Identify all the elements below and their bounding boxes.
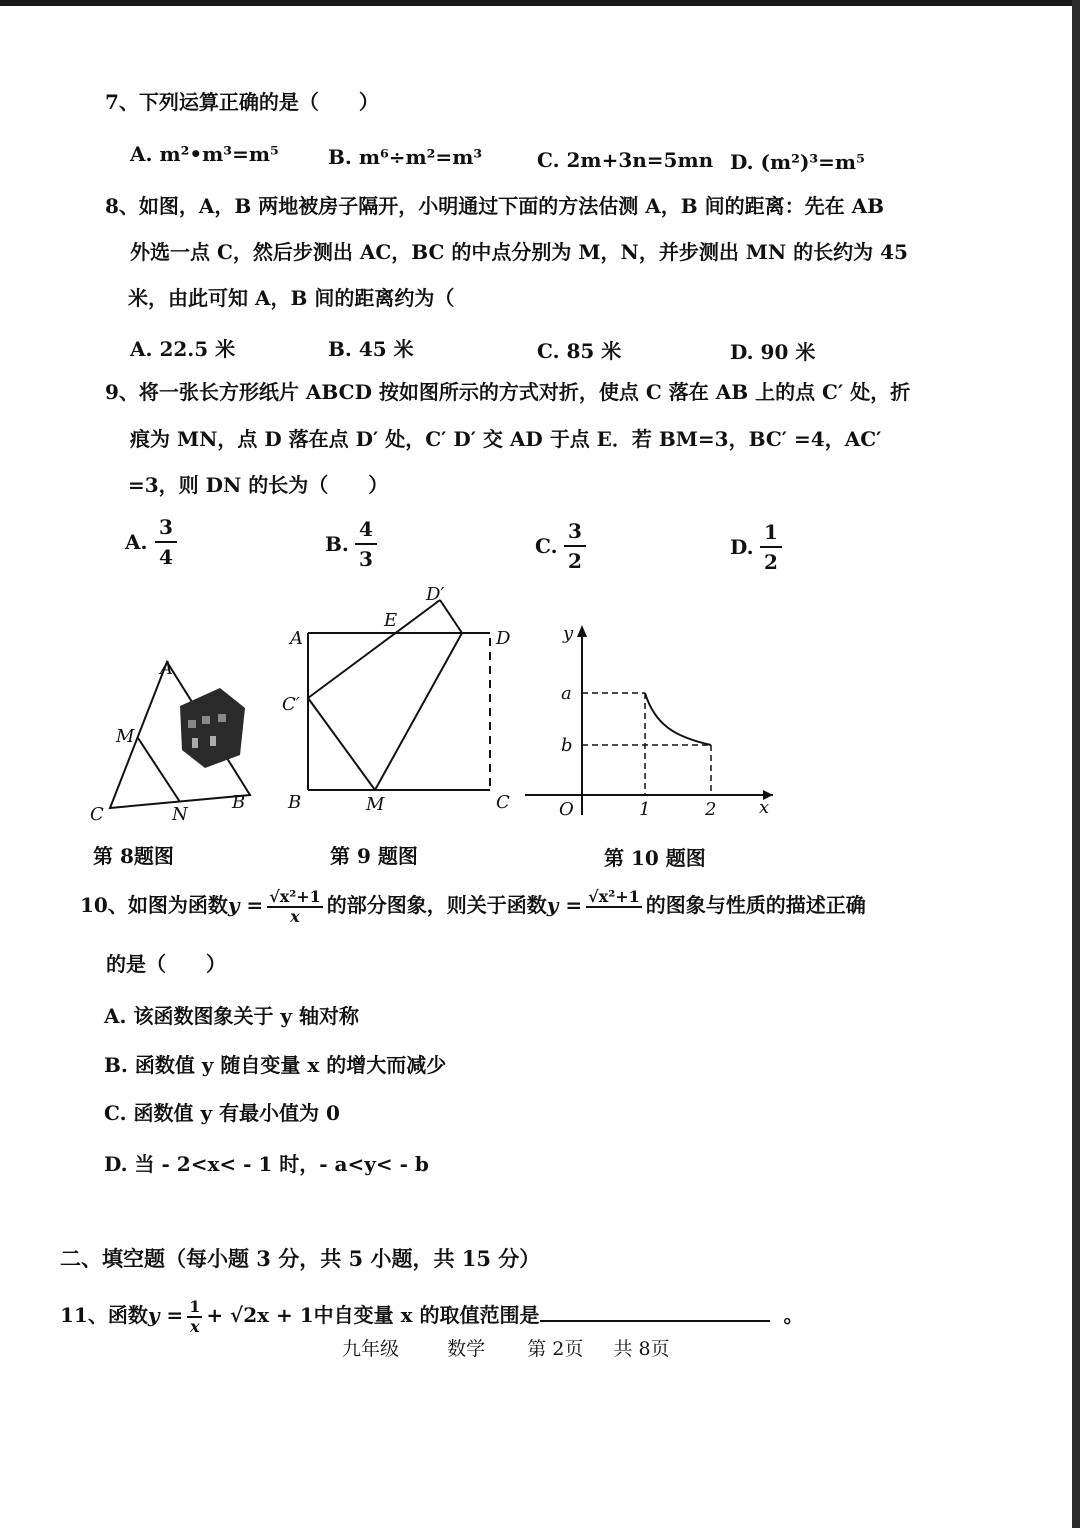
fig10-label-origin: O [559,799,574,820]
q8-option-a: A. 22.5 米 [130,337,236,361]
q10-prefix: 10、如图为函数 [80,893,228,918]
scan-border-top [0,0,1080,6]
q11-frac-num: 1 [189,1297,201,1316]
q11-stem [60,1298,804,1335]
fig10-label-1: 1 [639,799,651,820]
q10-y-eq: y = [227,893,264,918]
q9-option-d-den: 2 [764,550,778,574]
section-2-heading: 二、填空题（每小题 3 分，共 5 小题，共 15 分） [60,1246,541,1271]
fig10-label-x: x [759,797,770,818]
fig9-label-e: E [384,610,398,631]
q8-option-c: C. 85 米 [537,339,622,363]
q10-fraction [267,888,323,925]
q9-option-c-label: C. [535,534,558,558]
fig9-label-m: M [366,794,385,815]
figure-8-triangle [80,650,280,830]
q10-stem [80,888,866,925]
q11-answer-blank[interactable] [540,1302,770,1322]
scan-border-right [1072,0,1080,1528]
fig8-label-c: C [90,804,104,825]
fig8-label-b: B [232,792,246,813]
q7-option-d: D. (m²)³=m⁵ [730,150,865,174]
q9-option-a-fraction [155,515,177,569]
fig9-label-a: A [290,628,303,649]
q7-option-c: C. 2m+3n=5mn [537,148,714,172]
q11-fraction [187,1298,202,1335]
q11-frac-den: x [189,1316,200,1336]
q9-option-d-label: D. [730,535,754,559]
footer-subject: 数学 [447,1338,486,1360]
fig10-label-b: b [561,735,573,756]
q10-line2: 的是（ ） [106,952,226,976]
q10-option-c: C. 函数值 y 有最小值为 0 [104,1101,340,1125]
q8-line1: 8、如图，A，B 两地被房子隔开，小明通过下面的方法估测 A，B 间的距离：先在 AB [105,194,885,218]
q10-fraction-2 [586,888,642,925]
q8-option-d: D. 90 米 [730,340,816,364]
q9-option-b-label: B. [325,532,349,556]
footer-grade: 九年级 [342,1338,400,1360]
q11-y-eq: y = [147,1303,184,1328]
q9-line3: =3，则 DN 的长为（ ） [128,473,389,497]
q10-frac-den: x [290,906,300,926]
q9-option-b-num: 4 [355,517,377,545]
q11-end: 。 [783,1303,804,1328]
figure-9-caption: 第 9 题图 [330,844,418,868]
q10-middle: 的部分图象，则关于函数 [326,893,547,918]
q9-option-d-fraction [760,520,782,574]
figure-8-caption: 第 8题图 [93,844,174,868]
q9-option-a-label: A. [125,530,148,554]
footer [342,1338,670,1361]
fig8-label-n: N [172,804,188,825]
q7-option-b: B. m⁶÷m²=m³ [328,145,483,169]
q9-option-c-fraction [564,519,586,573]
fig10-label-a: a [561,683,572,704]
fig8-label-a: A [160,658,173,679]
figure-10-graph [515,615,785,825]
q9-option-a-num: 3 [155,515,177,543]
q11-suffix: 中自变量 x 的取值范围是 [313,1303,540,1328]
q7-option-a: A. m²•m³=m⁵ [130,142,279,166]
q9-option-c-den: 2 [568,549,582,573]
q9-option-c-num: 3 [564,519,586,547]
fig10-label-2: 2 [705,799,717,820]
fig9-label-d-prime: D′ [426,584,445,605]
fig9-label-b: B [288,792,302,813]
q10-option-a: A. 该函数图象关于 y 轴对称 [104,1004,359,1028]
fig9-label-d: D [496,628,511,649]
q11-radical: + √2x + 1 [206,1303,314,1328]
q7-stem: 7、下列运算正确的是（ ） [105,90,379,114]
footer-page: 第 2页 [527,1338,584,1360]
figure-9-rectangle [280,578,520,823]
fig8-label-m: M [116,726,135,747]
figure-10-caption: 第 10 题图 [604,846,706,870]
q9-option-a-den: 4 [159,545,173,569]
q9-option-d-num: 1 [760,520,782,548]
footer-total: 共 8页 [613,1338,670,1360]
q9-line1: 9、将一张长方形纸片 ABCD 按如图所示的方式对折，使点 C 落在 AB 上的点 C′ 处，折 [105,380,911,404]
q10-frac-num: √x²+1 [269,887,321,906]
q9-option-b-fraction [355,517,377,571]
fig9-label-c-prime: C′ [282,694,300,715]
q11-prefix: 11、函数 [60,1303,148,1328]
q10-option-d: D. 当 - 2<x< - 1 时，- a<y< - b [104,1152,429,1176]
q8-option-b: B. 45 米 [328,337,414,361]
q9-line2: 痕为 MN，点 D 落在点 D′ 处，C′ D′ 交 AD 于点 E．若 BM=3，BC′ =4，AC′ [130,427,882,451]
fig9-label-c: C [496,792,510,813]
q10-y-eq2: y = [546,893,583,918]
q10-option-b: B. 函数值 y 随自变量 x 的增大而减少 [104,1053,447,1077]
q9-option-b-den: 3 [359,547,373,571]
fig10-label-y: y [563,623,574,644]
q10-frac2-num: √x²+1 [588,887,640,906]
q10-suffix: 的图象与性质的描述正确 [645,893,866,918]
q8-line2: 外选一点 C，然后步测出 AC，BC 的中点分别为 M，N，并步测出 MN 的长约为 45 [130,240,908,264]
q8-line3: 米，由此可知 A，B 间的距离约为（ [128,286,455,310]
